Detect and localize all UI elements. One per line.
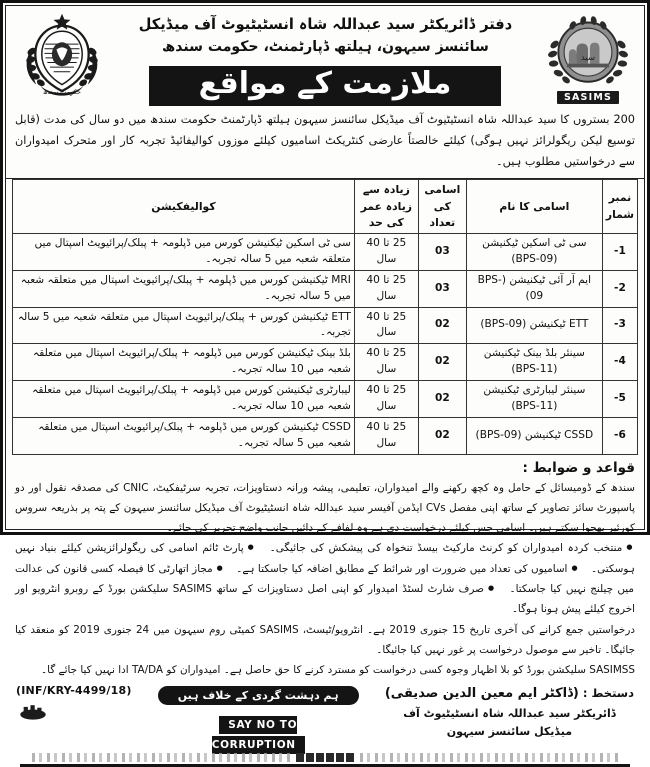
rules-heading: قواعد و ضوابط : xyxy=(522,459,635,476)
signatory-designation-line-2: میڈیکل سائنسز سیہون xyxy=(446,724,573,738)
table-row xyxy=(13,270,638,307)
column-header-qualification: کوالیفکیشن xyxy=(13,180,355,234)
poster-header xyxy=(6,6,644,106)
application-deadline-line: درخواستیں جمع کرانے کی آخری تاریخ 15 جنوری 2019 ہے۔ انٹرویو/ٹیسٹ، SASIMS کمیٹی روم سیہون میں 24 جنوری 2019 کو منعقد کیا جائیگا۔ تاخیر سے موصول درخواست پر غور نہیں کیا جائیگا۔ xyxy=(15,623,636,656)
table-row xyxy=(13,417,638,454)
digit-block xyxy=(336,753,344,762)
column-header-serial-number: نمبر شمار xyxy=(602,180,637,234)
rules-and-regulations-section xyxy=(6,455,644,683)
page-title: ملازمت کے مواقع xyxy=(198,65,452,101)
sasims-logo-container xyxy=(536,9,640,106)
digit-block xyxy=(316,753,324,762)
digit-block xyxy=(296,753,304,762)
svg-text:حکومت سندھ: حکومت سندھ xyxy=(43,87,81,96)
column-header-age-limit: زیادہ سے زیادہ عمر کی حد xyxy=(354,180,418,234)
digit-block xyxy=(346,753,354,762)
introduction-paragraph: 200 بستروں کا سید عبداللہ شاہ انسٹیٹیوٹ آف میڈیکل سائنسز سیہون ہیلتھ ڈپارٹمنٹ حکومت سندھ میں دو سال کی مدت (قابل توسیع لیکن ریگولرائز نہیں ہوگی) کیلئے خالصتاً عارضی کنٹریکٹ اسامیوں کیلئے موزوں کوالیفائیڈ تجربہ کار اور متحرک امیدواران سے درخواستیں مطلوب ہیں۔ xyxy=(6,106,644,180)
main-title-banner xyxy=(149,66,501,106)
rules-bullet-item: ● اسامیوں کی تعداد میں ضرورت اور شرائط کے مطابق اضافہ کیا جاسکتا ہے۔ xyxy=(236,563,577,575)
svg-text:سید: سید xyxy=(580,53,596,64)
government-of-sindh-emblem xyxy=(16,11,108,103)
selection-board-rights-line: SASIMSS سلیکشن بورڈ کو بلا اظہار وجوہ کسی درخواست کو مسترد کرنے کا حق حاصل ہے۔ امیدواران کو TA/DA ادا نہیں کیا جائے گا۔ xyxy=(40,664,635,677)
footer-smudge-left xyxy=(360,753,618,762)
cell-qualification: بلڈ بینک ٹیکنیشن کورس میں ڈپلومہ + پبلک/پرائیویٹ اسپتال میں متعلقہ شعبہ میں 10 سالہ تجربہ۔ xyxy=(13,344,355,381)
jobs-table-container xyxy=(6,179,644,454)
cell-post-name: CSSD ٹیکنیشن (BPS-09) xyxy=(466,417,602,454)
cell-age-limit: 25 تا 40 سال xyxy=(354,270,418,307)
cell-qualification: CSSD ٹیکنیشن کورس میں ڈپلومہ + پبلک/پرائیویٹ اسپتال میں متعلقہ شعبہ میں 5 سالہ تجربہ۔ xyxy=(13,417,355,454)
signature-block xyxy=(385,684,634,740)
digit-block xyxy=(326,753,334,762)
poster-footer xyxy=(6,682,644,766)
table-row xyxy=(13,344,638,381)
rules-bullet-item: ● منتخب کردہ امیدواران کو کرنٹ مارکیٹ بیسڈ تنخواہ کی پیشکش کی جائیگی۔ xyxy=(270,542,634,554)
column-header-post-name: اسامی کا نام xyxy=(466,180,602,234)
rules-bullet-item: ● مجاز اتھارٹی کا فیصلہ کسی قانون کی عدالت میں چیلنج نہیں کیا جاسکتا۔ xyxy=(15,563,634,595)
cell-post-count: 03 xyxy=(418,233,466,270)
cell-post-name: سینئر لیبارٹری ٹیکنیشن (BPS-11) xyxy=(466,381,602,418)
inf-code-block xyxy=(16,684,132,725)
rules-bullet-item: ● پارٹ ٹائم اسامی کی ریگولرائزیشن کیلئے بنیاد نہیں ہوسکتی۔ xyxy=(15,542,635,574)
cell-post-name: سی ٹی اسکین ٹیکنیشن (BPS-09) xyxy=(466,233,602,270)
cell-post-count: 03 xyxy=(418,270,466,307)
signature-row xyxy=(16,684,634,751)
cell-age-limit: 25 تا 40 سال xyxy=(354,233,418,270)
cell-post-count: 02 xyxy=(418,344,466,381)
signatory-designation-line-1: ڈائریکٹر سید عبداللہ شاہ انسٹیٹیوٹ آف xyxy=(403,707,616,721)
cell-post-name: ایم آر آئی ٹیکنیشن (BPS-09) xyxy=(466,270,602,307)
signatory-name: (ڈاکٹر ایم معین الدین صدیقی) xyxy=(384,686,579,702)
cell-qualification: ETT ٹیکنیشن کورس + پبلک/پرائیویٹ اسپتال میں متعلقہ شعبہ میں 5 سالہ تجربہ۔ xyxy=(13,307,355,344)
footer-bottom-rule xyxy=(20,764,630,767)
information-department-code: (INF/KRY-4499/18) xyxy=(16,684,132,698)
cell-age-limit: 25 تا 40 سال xyxy=(354,381,418,418)
cell-post-count: 02 xyxy=(418,381,466,418)
rules-paragraph: سندھ کے ڈومیسائل کے حامل وہ کچھ رکھنے والے امیدواران، تعلیمی، پیشہ ورانہ دستاویزات، تجربہ سرٹیفکیٹ، CNIC کی مصدقہ نقول اور دو پاسپورٹ سائز تصاویر کے ساتھ اپنی مفصل CVs ایڈمن آفیسر سید عبداللہ شاہ انسٹیٹیوٹ آف میڈیکل سائنسز سیہون کے پتہ پر بذریعہ سروس کورئیر بھجوا سکتے ہیں۔ اسامی جس کیلئے درخواست دی ہے وہ لفافے کے دائیں جانب واضح تحریر کی جائے۔ xyxy=(15,481,635,535)
anti-corruption-line-2: CORRUPTION xyxy=(211,738,296,751)
footer-smudge-right xyxy=(32,753,290,762)
signature-prefix: دستخط : xyxy=(582,686,634,701)
sasims-logo xyxy=(540,12,636,98)
anti-corruption-line-1: SAY NO TO xyxy=(228,719,298,732)
jobs-table-body xyxy=(13,233,638,454)
cell-serial-number: 6- xyxy=(602,417,637,454)
organization-line-1: دفتر ڈائریکٹر سید عبداللہ شاہ انسٹیٹیوٹ آف میڈیکل xyxy=(138,15,512,33)
header-text-block xyxy=(114,9,536,106)
cell-age-limit: 25 تا 40 سال xyxy=(354,417,418,454)
table-row xyxy=(13,233,638,270)
printer-mark-icon xyxy=(16,703,50,721)
cell-serial-number: 4- xyxy=(602,344,637,381)
cell-qualification: لیبارٹری ٹیکنیشن کورس میں ڈپلومہ + پبلک/پرائیویٹ اسپتال میں متعلقہ شعبہ میں 10 سالہ تجربہ۔ xyxy=(13,381,355,418)
column-header-post-count: اسامی کی تعداد xyxy=(418,180,466,234)
cell-serial-number: 2- xyxy=(602,270,637,307)
footer-digit-blocks xyxy=(296,753,354,762)
rules-bullet-item: ● صرف شارٹ لسٹڈ امیدوار کو اپنی اصل دستاویزات کے ساتھ SASIMS سلیکشن بورڈ کے روبرو انٹرویو اور اخروج کیلئے پیش ہونا ہوگا۔ xyxy=(15,583,635,615)
digit-block xyxy=(306,753,314,762)
cell-age-limit: 25 تا 40 سال xyxy=(354,307,418,344)
cell-serial-number: 3- xyxy=(602,307,637,344)
cell-post-count: 02 xyxy=(418,417,466,454)
organization-line-2: سائنسز سیہون، ہیلتھ ڈپارٹمنٹ، حکومت سندھ xyxy=(161,39,489,56)
cell-serial-number: 5- xyxy=(602,381,637,418)
rules-bullet-list xyxy=(15,538,635,619)
footer-decoration-strip xyxy=(16,753,634,762)
jobs-table xyxy=(12,179,638,454)
cell-post-name: سینئر بلڈ بینک ٹیکنیشن (BPS-11) xyxy=(466,344,602,381)
poster-inner-frame xyxy=(5,5,645,751)
cell-qualification: MRI ٹیکنیشن کورس میں ڈپلومہ + پبلک/پرائیویٹ اسپتال میں متعلقہ شعبہ میں 5 سالہ تجربہ۔ xyxy=(13,270,355,307)
cell-qualification: سی ٹی اسکین ٹیکنیشن کورس میں ڈپلومہ + پبلک/پرائیویٹ اسپتال میں متعلقہ شعبہ میں 5 سالہ تجربہ۔ xyxy=(13,233,355,270)
cell-serial-number: 1- xyxy=(602,233,637,270)
table-row xyxy=(13,307,638,344)
table-row xyxy=(13,381,638,418)
government-of-sindh-emblem-container xyxy=(10,9,114,106)
anti-corruption-badge xyxy=(212,716,305,753)
cell-age-limit: 25 تا 40 سال xyxy=(354,344,418,381)
cell-post-name: ETT ٹیکنیشن (BPS-09) xyxy=(466,307,602,344)
anti-terrorism-slogan: ہم دہشت گردی کے خلاف ہیں xyxy=(158,686,359,705)
table-header-row xyxy=(13,180,638,234)
cell-post-count: 02 xyxy=(418,307,466,344)
slogan-block xyxy=(158,684,359,751)
sasims-logo-label: SASIMS xyxy=(557,91,619,104)
signature-name-line xyxy=(385,684,634,705)
